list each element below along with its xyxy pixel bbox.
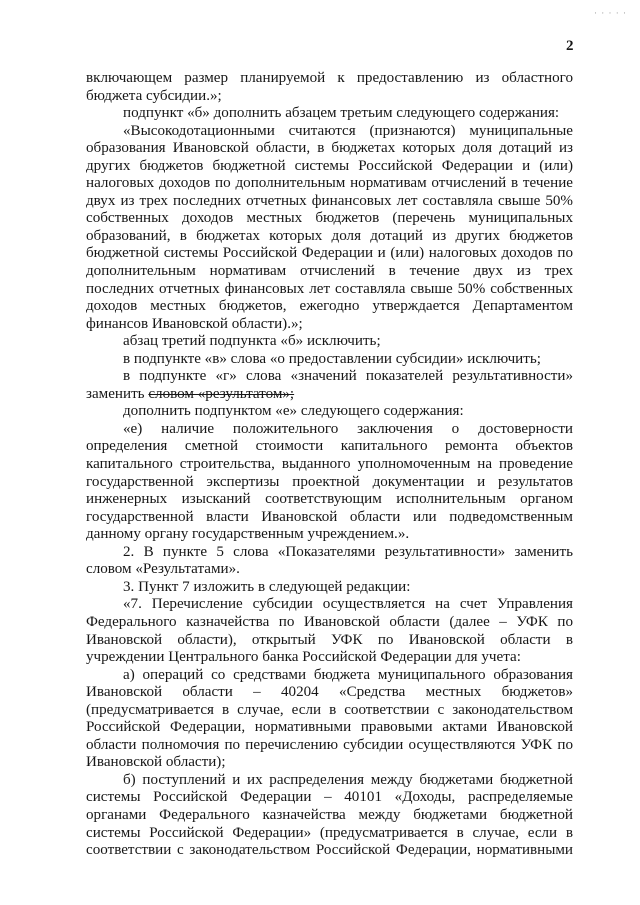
text-line-content: заменить xyxy=(86,385,145,402)
text-line xyxy=(86,368,573,386)
text-line-content: системы Российской Федерации» (предусматривается в случае, если в xyxy=(86,824,573,841)
document-body xyxy=(86,70,573,860)
text-line xyxy=(86,123,573,141)
text-line xyxy=(86,702,573,720)
text-line-content: Ивановской области), открытый УФК по Ивановской области в xyxy=(86,631,573,648)
text-line-content: бюджета субсидии.»; xyxy=(86,87,222,104)
text-line-content: других бюджетов бюджетной системы Российской Федерации и (или) xyxy=(86,157,573,174)
text-line-content: «е) наличие положительного заключения о достоверности xyxy=(123,420,573,437)
text-line xyxy=(86,754,573,772)
text-line-content: государственной экспертизы проектной документации и результатов xyxy=(86,473,573,490)
text-line xyxy=(86,193,573,211)
text-line xyxy=(86,403,573,421)
text-line-content: инженерных изысканий соответствующим исполнительным органом xyxy=(86,491,573,508)
text-line-content: образований, в бюджетах которых доля дотаций из других бюджетов xyxy=(86,227,573,244)
text-line xyxy=(86,649,573,667)
text-line xyxy=(86,684,573,702)
text-line xyxy=(86,667,573,685)
text-line xyxy=(86,491,573,509)
text-line-content: налоговых доходов по дополнительным нормативам отчислений в течение xyxy=(86,175,573,192)
text-line-content: (предусматривается в случае, если в соответствии с законодательством xyxy=(86,701,573,718)
text-line xyxy=(86,825,573,843)
text-line xyxy=(86,842,573,860)
text-line xyxy=(86,316,573,334)
text-line-content: системы Российской Федерации – 40101 «Доходы, распределяемые xyxy=(86,789,573,806)
text-line xyxy=(86,596,573,614)
text-line xyxy=(86,737,573,755)
scan-marks: · · · · · xyxy=(594,8,627,18)
text-line xyxy=(86,614,573,632)
text-line xyxy=(86,438,573,456)
text-line xyxy=(86,509,573,527)
text-line-content: 2. В пункте 5 слова «Показателями результативности» заменить xyxy=(123,543,573,560)
text-line xyxy=(86,281,573,299)
struck-text: словом «результатом»; xyxy=(148,385,295,402)
text-line xyxy=(86,561,573,579)
text-line xyxy=(86,245,573,263)
text-line-content: а) операций со средствами бюджета муниципального образования xyxy=(123,666,573,683)
text-line-content: подпункт «б» дополнить абзацем третьим следующего содержания: xyxy=(123,105,560,122)
text-line xyxy=(86,421,573,439)
text-line xyxy=(86,544,573,562)
text-line xyxy=(86,772,573,790)
text-line-content: «Высокодотационными считаются (признаются) муниципальные xyxy=(123,122,573,139)
text-line xyxy=(86,228,573,246)
text-line xyxy=(86,456,573,474)
text-line xyxy=(86,158,573,176)
text-line xyxy=(86,70,573,88)
text-line-content: Ивановской области); xyxy=(86,754,226,771)
text-line xyxy=(86,210,573,228)
page-number: 2 xyxy=(566,38,574,54)
text-line xyxy=(86,351,573,369)
text-line-content: капитального строительства, выданного уполномоченным на проведение xyxy=(86,456,573,473)
text-line-content: бюджетной системы Российской Федерации и (или) налоговых доходов по xyxy=(86,245,573,262)
text-line-content: соответствии с законодательством Российской Федерации, нормативными xyxy=(86,842,573,859)
text-line-content: определения сметной стоимости капитального ремонта объектов xyxy=(86,438,573,455)
text-line-content: абзац третий подпункта «б» исключить; xyxy=(123,333,381,350)
text-line xyxy=(86,298,573,316)
text-line-content: «7. Перечисление субсидии осуществляется на счет Управления xyxy=(123,596,573,613)
text-line xyxy=(86,263,573,281)
text-line-content: учреждении Центрального банка Российской Федерации для учета: xyxy=(86,649,521,666)
text-line xyxy=(86,88,573,106)
text-line-content: двух из трех последних отчетных финансовых лет составляла свыше 50% xyxy=(86,192,573,209)
text-line-content: б) поступлений и их распределения между бюджетами бюджетной xyxy=(123,771,573,788)
text-line xyxy=(86,474,573,492)
text-line xyxy=(86,105,573,123)
text-line xyxy=(86,789,573,807)
text-line xyxy=(86,526,573,544)
text-line-content: государственной власти Ивановской области или подведомственным xyxy=(86,508,573,525)
text-line-content: данному органу государственным учреждением.». xyxy=(86,526,410,543)
text-line xyxy=(86,579,573,597)
text-line xyxy=(86,386,573,404)
text-line xyxy=(86,632,573,650)
text-line xyxy=(86,175,573,193)
text-line-content: образования Ивановской области, в бюджетах которых доля дотаций из xyxy=(86,140,573,157)
text-line-content: области полномочия по перечислению субсидии осуществляются УФК по xyxy=(86,736,573,753)
text-line-content: финансов Ивановской области).»; xyxy=(86,315,303,332)
text-line-content: включающем размер планируемой к предоставлению из областного xyxy=(86,70,573,86)
text-line-content: последних отчетных финансовых лет составляла свыше 50% собственных xyxy=(86,280,573,297)
text-line-content: дополнить подпунктом «е» следующего содержания: xyxy=(123,403,464,420)
text-line-content: органами Федерального казначейства между бюджетами бюджетной xyxy=(86,806,573,823)
text-line-content: Федерального казначейства по Ивановской области (далее – УФК по xyxy=(86,613,573,630)
text-line xyxy=(86,333,573,351)
text-line-content: дополнительным нормативам отчислений в течение двух из трех xyxy=(86,263,573,280)
text-line-content: собственных доходов местных бюджетов (перечень муниципальных xyxy=(86,210,573,227)
text-line-content: словом «Результатами». xyxy=(86,561,240,578)
text-line xyxy=(86,719,573,737)
text-line-content: Ивановской области – 40204 «Средства местных бюджетов» xyxy=(86,684,573,701)
text-line-content: в подпункте «г» слова «значений показателей результативности» xyxy=(123,368,573,385)
text-line-content: 3. Пункт 7 изложить в следующей редакции: xyxy=(123,578,411,595)
text-line xyxy=(86,807,573,825)
text-line-content: в подпункте «в» слова «о предоставлении субсидии» исключить; xyxy=(123,350,541,367)
text-line-content: доходов местных бюджетов, ежегодно утверждается Департаментом xyxy=(86,298,573,315)
text-line xyxy=(86,140,573,158)
text-line-content: Российской Федерации, нормативными правовыми актами Ивановской xyxy=(86,719,573,736)
